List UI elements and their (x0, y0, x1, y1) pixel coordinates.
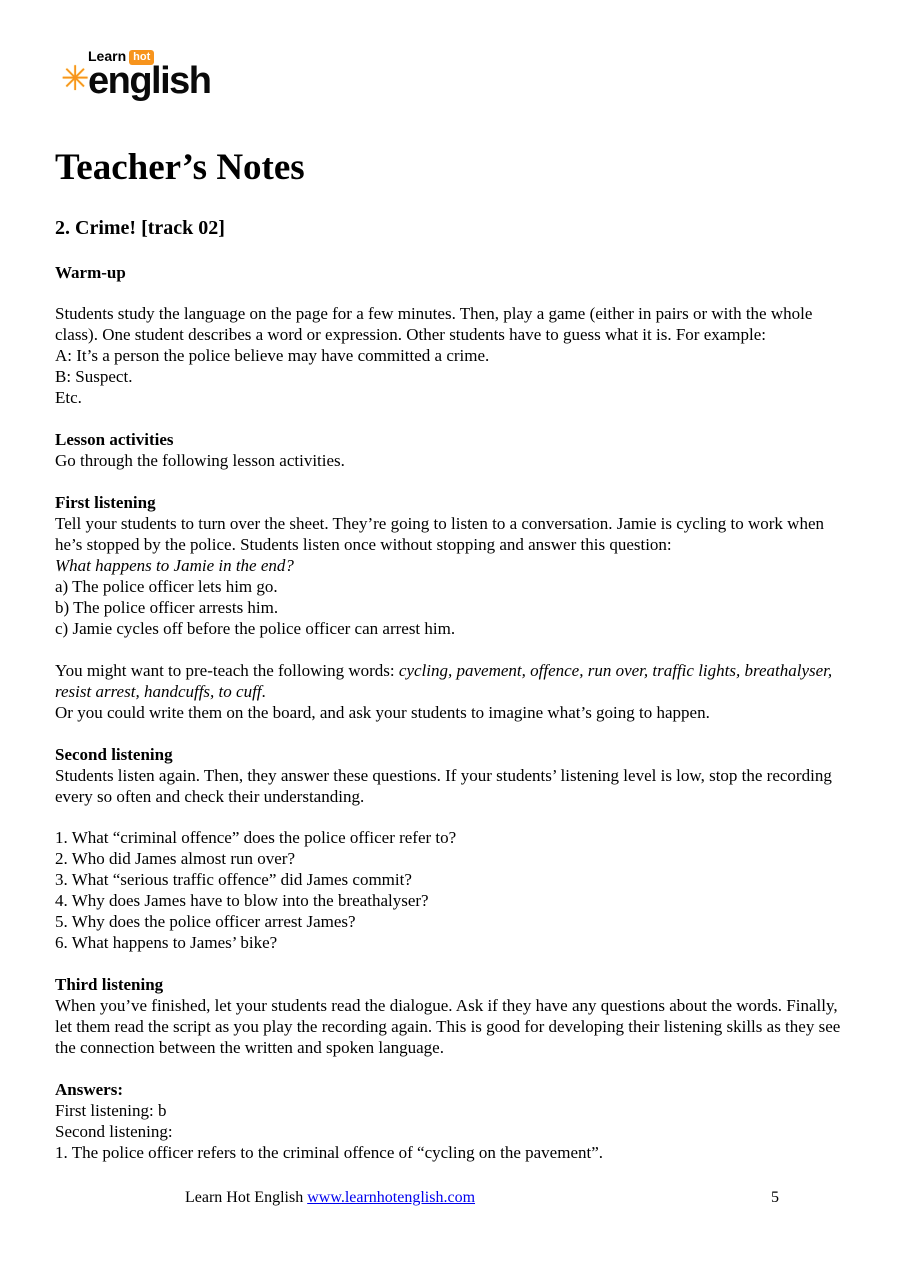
first-listening-option-a: a) The police officer lets him go. (55, 577, 278, 596)
second-listening-body: Students listen again. Then, they answer these questions. If your students’ listening level is low, stop the recording every so often and check their understanding. (55, 766, 832, 806)
logo-text (88, 46, 281, 102)
first-listening-option-c: c) Jamie cycles off before the police officer can arrest him. (55, 619, 456, 638)
footer-website-link[interactable]: www.learnhotenglish.com (307, 1189, 476, 1206)
warmup-example-etc: Etc. (55, 388, 82, 407)
question-5: 5. Why does the police officer arrest James? (55, 912, 356, 931)
warmup-heading: Warm-up (55, 263, 126, 282)
lesson-activities-body: Go through the following lesson activities. (55, 451, 345, 470)
lesson-activities-heading: Lesson activities (55, 430, 174, 449)
warmup-example-b: B: Suspect. (55, 367, 133, 386)
answer-second-listening-label: Second listening: (55, 1122, 173, 1141)
footer-text: Learn Hot English (185, 1189, 308, 1206)
page-title: Teacher’s Notes (55, 147, 305, 188)
logo-learn-text: Learn (88, 48, 127, 64)
preteach-paragraph (55, 660, 851, 702)
answer-second-listening-1: 1. The police officer refers to the criminal offence of “cycling on the pavement”. (55, 1143, 604, 1162)
answers-heading: Answers: (55, 1080, 123, 1099)
first-listening-question: What happens to Jamie in the end? (55, 556, 294, 575)
warmup-example-a: A: It’s a person the police believe may have committed a crime. (55, 346, 490, 365)
preteach-section (55, 660, 851, 723)
third-listening-section (55, 974, 851, 1058)
third-listening-heading: Third listening (55, 975, 164, 994)
second-listening-heading: Second listening (55, 745, 173, 764)
lesson-section-heading: 2. Crime! [track 02] (55, 217, 225, 239)
preteach-tail: . (261, 682, 266, 701)
preteach-alternative: Or you could write them on the board, and ask your students to imagine what’s going to happen. (55, 703, 710, 722)
lesson-activities-section (55, 429, 851, 471)
sun-burst-icon: ✳ (61, 59, 90, 99)
page-footer (55, 1188, 851, 1210)
question-6: 6. What happens to James’ bike? (55, 933, 278, 952)
question-3: 3. What “serious traffic offence” did James commit? (55, 870, 412, 889)
third-listening-body: When you’ve finished, let your students read the dialogue. Ask if they have any questions about the words. Finally, let them read the script as you play the recording again. This is good for developing their listening skills as they see the connection between the written and spoken language. (55, 996, 841, 1057)
first-listening-body: Tell your students to turn over the sheet. They’re going to listen to a conversation. Jamie is cycling to work when he’s stopped by the police. Students listen once without stopping and answer this question: (55, 514, 824, 554)
question-2: 2. Who did James almost run over? (55, 849, 296, 868)
second-listening-section (55, 744, 851, 953)
footer-credit (185, 1188, 475, 1208)
answer-first-listening: First listening: b (55, 1101, 167, 1120)
first-listening-option-b: b) The police officer arrests him. (55, 598, 279, 617)
first-listening-heading: First listening (55, 493, 156, 512)
preteach-vocab-list: cycling, pavement, offence, run over, traffic lights, breathalyser, resist arrest, handcuffs, to cuff (55, 661, 833, 701)
answers-section (55, 1079, 851, 1163)
warmup-section (55, 262, 851, 408)
warmup-paragraph: Students study the language on the page for a few minutes. Then, play a game (either in pairs or with the whole class). One student describes a word or expression. Other students have to guess what it is. For example: (55, 304, 813, 344)
preteach-lead: You might want to pre-teach the following words: (55, 661, 399, 680)
logo-english-text: english (88, 60, 211, 102)
learn-hot-english-logo (61, 46, 281, 108)
logo-hot-badge: hot (129, 50, 154, 65)
second-listening-questions (55, 827, 851, 953)
first-listening-section (55, 492, 851, 639)
question-1: 1. What “criminal offence” does the police officer refer to? (55, 828, 457, 847)
question-4: 4. Why does James have to blow into the breathalyser? (55, 891, 429, 910)
page-number: 5 (771, 1189, 779, 1206)
